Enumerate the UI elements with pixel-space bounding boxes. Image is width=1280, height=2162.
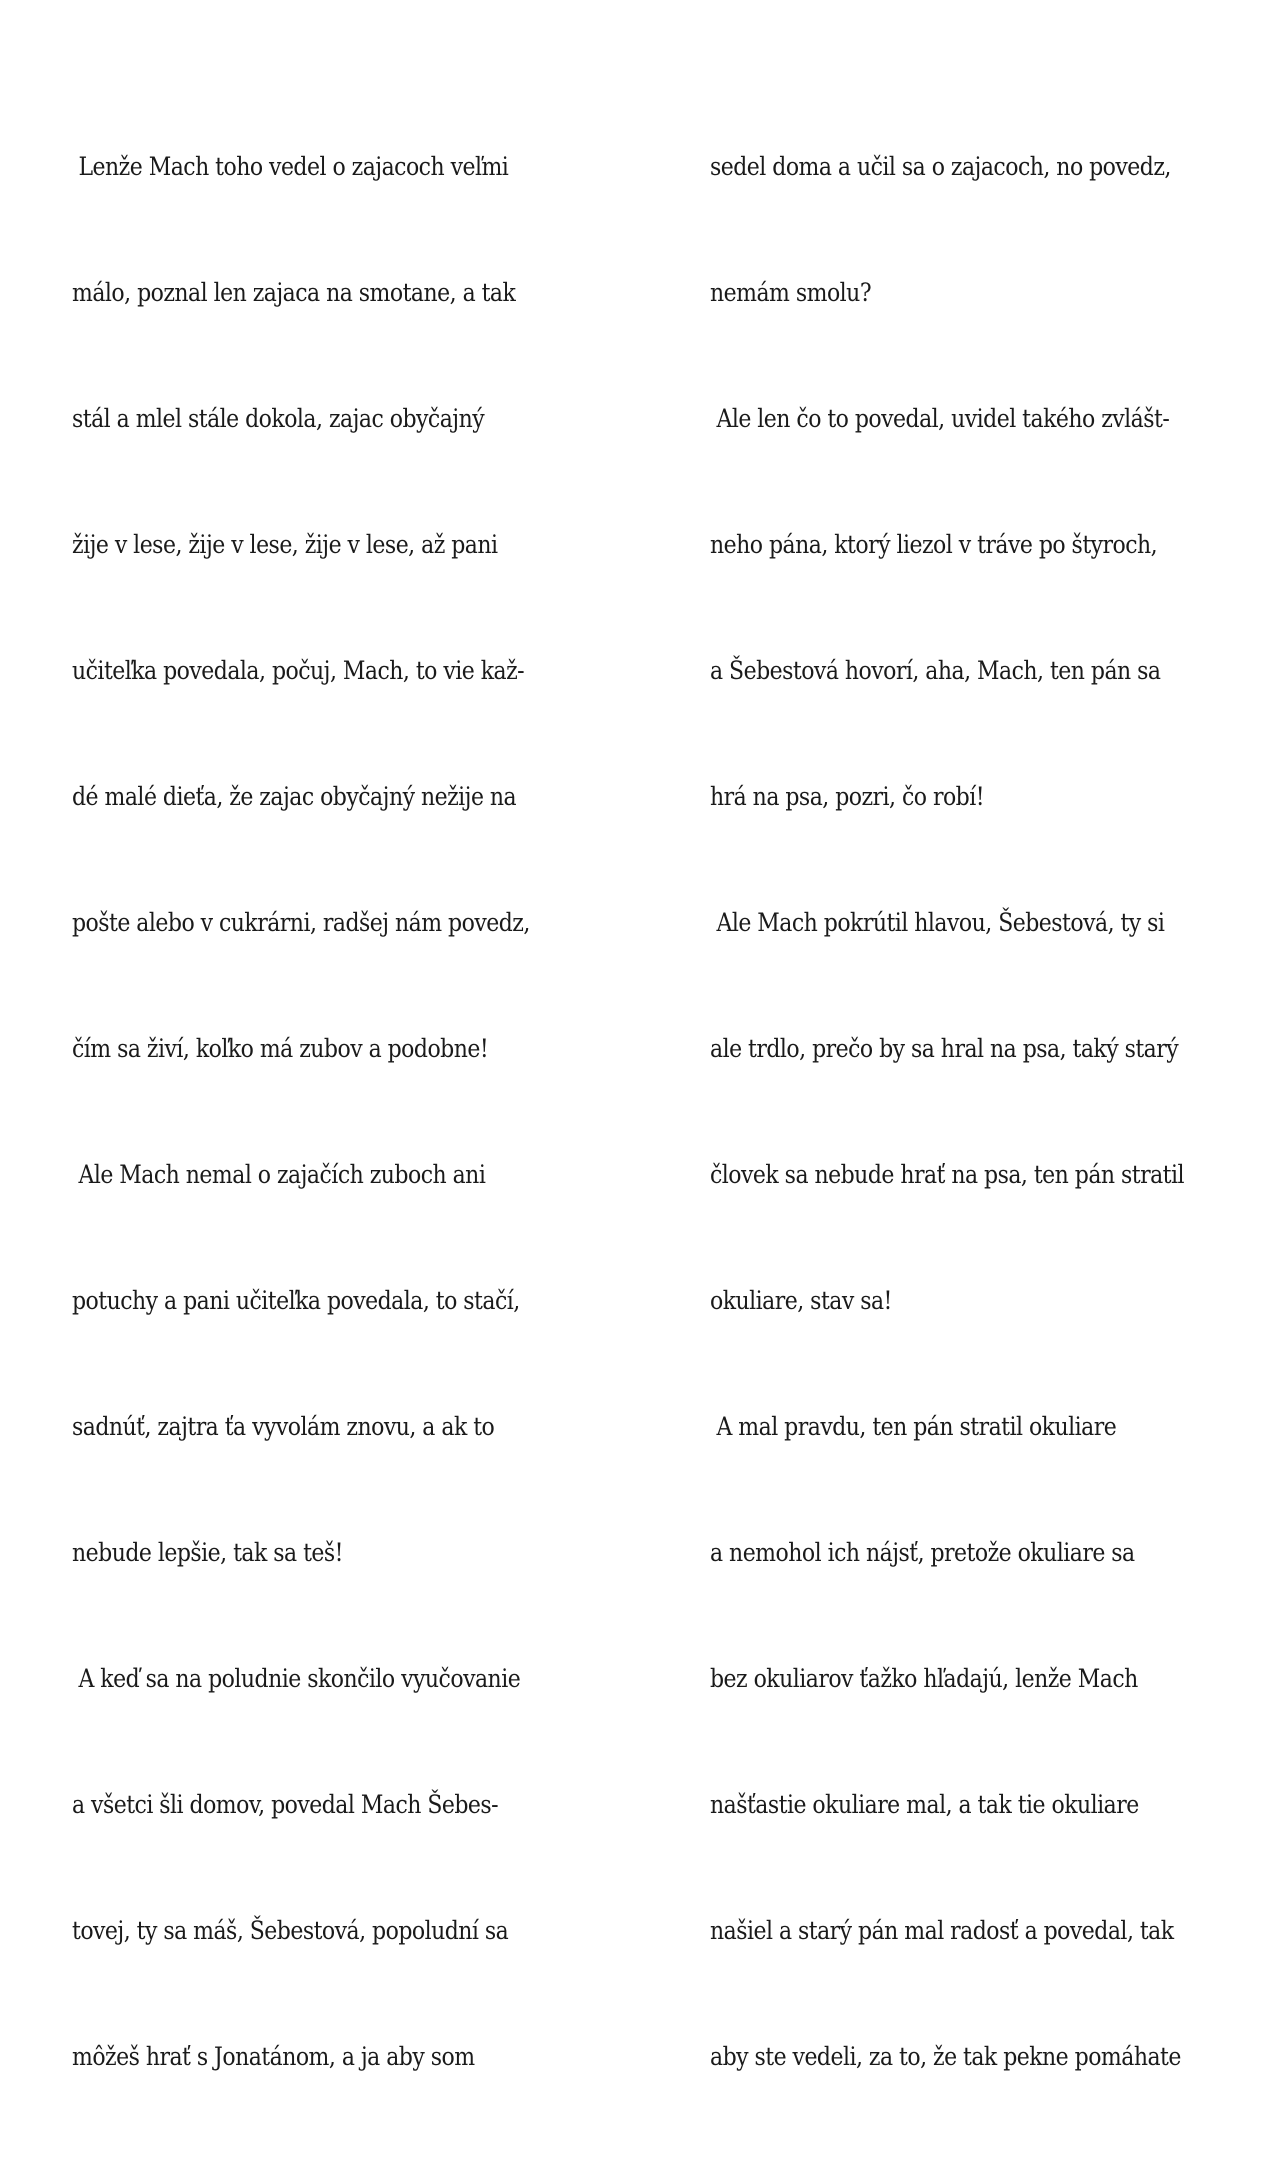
text-line: sadnúť, zajtra ťa vyvolám znovu, a ak to	[72, 1412, 495, 1441]
text-line: Ale Mach nemal o zajačích zuboch ani	[72, 1160, 486, 1189]
text-line: môžeš hrať s Jonatánom, a ja aby som	[72, 2042, 475, 2071]
text-line: ale trdlo, prečo by sa hral na psa, taký starý	[710, 1034, 1179, 1063]
text-line: málo, poznal len zajaca na smotane, a tak	[72, 278, 516, 307]
text-line: pošte alebo v cukrárni, radšej nám povedz,	[72, 908, 530, 937]
text-line: aby ste vedeli, za to, že tak pekne pomáhate	[710, 2042, 1181, 2071]
text-line: stál a mlel stále dokola, zajac obyčajný	[72, 404, 485, 433]
text-line: Lenže Mach toho vedel o zajacoch veľmi	[72, 152, 509, 181]
text-line: človek sa nebude hrať na psa, ten pán stratil	[710, 1160, 1185, 1189]
text-line: čím sa živí, koľko má zubov a podobne!	[72, 1034, 489, 1063]
text-line: sedel doma a učil sa o zajacoch, no povedz,	[710, 152, 1171, 181]
text-line: a všetci šli domov, povedal Mach Šebes-	[72, 1790, 499, 1819]
text-line: okuliare, stav sa!	[710, 1286, 892, 1315]
text-line: a nemohol ich nájsť, pretože okuliare sa	[710, 1538, 1135, 1567]
text-line: tovej, ty sa máš, Šebestová, popoludní sa	[72, 1916, 509, 1945]
text-line: potuchy a pani učiteľka povedala, to stačí,	[72, 1286, 520, 1315]
text-line: hrá na psa, pozri, čo robí!	[710, 782, 985, 811]
text-line: Ale Mach pokrútil hlavou, Šebestová, ty si	[710, 908, 1165, 937]
left-page-text	[72, 62, 530, 2162]
text-line: dé malé dieťa, že zajac obyčajný nežije na	[72, 782, 517, 811]
text-line: našiel a starý pán mal radosť a povedal, tak	[710, 1916, 1174, 1945]
text-line: učiteľka povedala, počuj, Mach, to vie kaž-	[72, 656, 525, 685]
text-line: A keď sa na poludnie skončilo vyučovanie	[72, 1664, 521, 1693]
text-line: našťastie okuliare mal, a tak tie okuliare	[710, 1790, 1139, 1819]
text-line: nebude lepšie, tak sa teš!	[72, 1538, 343, 1567]
text-line: bez okuliarov ťažko hľadajú, lenže Mach	[710, 1664, 1138, 1693]
text-line: A mal pravdu, ten pán stratil okuliare	[710, 1412, 1117, 1441]
text-line: žije v lese, žije v lese, žije v lese, až pani	[72, 530, 498, 559]
right-page-text	[710, 62, 1184, 2162]
text-line: Ale len čo to povedal, uvidel takého zvlášt-	[710, 404, 1170, 433]
text-line: neho pána, ktorý liezol v tráve po štyroch,	[710, 530, 1158, 559]
text-line: nemám smolu?	[710, 278, 872, 307]
text-line: a Šebestová hovorí, aha, Mach, ten pán sa	[710, 656, 1161, 685]
